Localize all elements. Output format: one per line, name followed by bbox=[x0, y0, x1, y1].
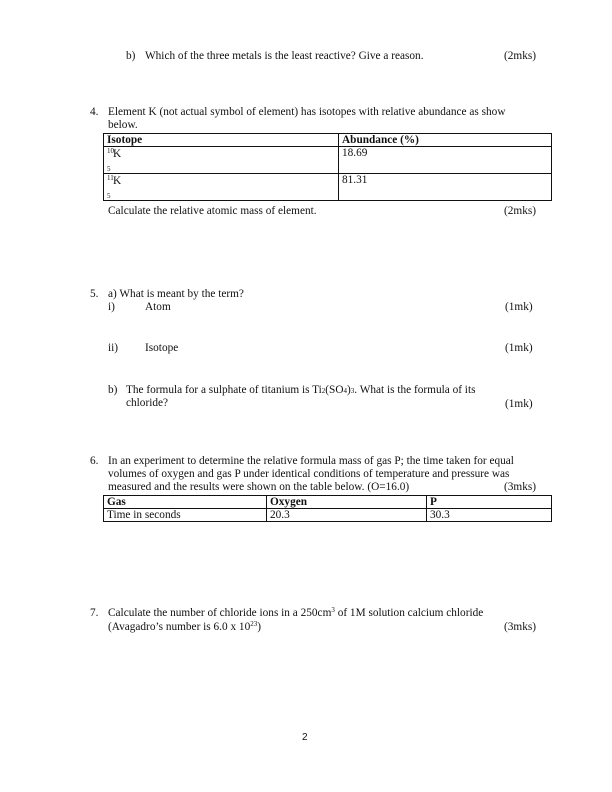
q5ai-label: i) bbox=[108, 301, 115, 313]
table-header-row bbox=[104, 134, 552, 147]
q5ai-marks: (1mk) bbox=[505, 301, 533, 313]
abundance-cell: 18.69 bbox=[339, 147, 552, 174]
table-row bbox=[104, 509, 552, 522]
header-oxygen: Oxygen bbox=[267, 496, 427, 509]
oxygen-time-cell: 20.3 bbox=[267, 509, 427, 522]
header-abundance: Abundance (%) bbox=[339, 134, 552, 147]
isotope-cell bbox=[104, 147, 339, 174]
q5aii-label: ii) bbox=[108, 342, 119, 354]
isotope-cell bbox=[104, 174, 339, 201]
page-number: 2 bbox=[302, 732, 308, 743]
q5aii-text: Isotope bbox=[145, 342, 179, 354]
q5b-line2: chloride? bbox=[126, 397, 169, 409]
q7-marks: (3mks) bbox=[504, 621, 537, 633]
mass-number: 10 bbox=[107, 147, 114, 155]
p-time-cell: 30.3 bbox=[427, 509, 552, 522]
q3b-label: b) bbox=[126, 50, 136, 62]
header-isotope: Isotope bbox=[104, 134, 339, 147]
q6-number: 6. bbox=[90, 455, 99, 467]
element-symbol: K bbox=[113, 148, 122, 160]
q6-line3: measured and the results were shown on the table below. (O=16.0) bbox=[108, 481, 410, 493]
table-header-row bbox=[104, 496, 552, 509]
header-gas: Gas bbox=[104, 496, 267, 509]
q6-marks: (3mks) bbox=[504, 481, 537, 493]
mass-number: 11 bbox=[107, 174, 114, 182]
q5ai-text: Atom bbox=[145, 301, 171, 313]
q7-line1: Calculate the number of chloride ions in a $250cm^3$ of 1M solution calcium chloride bbox=[108, 606, 484, 619]
table-row bbox=[104, 147, 552, 174]
atomic-number: 5 bbox=[107, 165, 111, 173]
q4-prompt: Calculate the relative atomic mass of element. bbox=[108, 205, 317, 217]
header-p: P bbox=[427, 496, 552, 509]
q4-number: 4. bbox=[90, 106, 99, 118]
q7-line2: (Avagadro’s number is 6.0 x $10^{23}$) bbox=[108, 620, 261, 633]
table-row bbox=[104, 174, 552, 201]
q5b-label: b) bbox=[108, 384, 118, 396]
q4-line2: below. bbox=[108, 119, 138, 131]
q6-line2: volumes of oxygen and gas P under identical conditions of temperature and pressure was bbox=[108, 468, 510, 480]
row-label-cell: Time in seconds bbox=[104, 509, 267, 522]
q7-number: 7. bbox=[90, 607, 99, 619]
q5aii-marks: (1mk) bbox=[505, 342, 533, 354]
q4-line1: Element K (not actual symbol of element) has isotopes with relative abundance as show bbox=[108, 106, 506, 118]
q6-line1: In an experiment to determine the relative formula mass of gas P; the time taken for equal bbox=[108, 455, 514, 467]
abundance-cell: 81.31 bbox=[339, 174, 552, 201]
gas-time-table bbox=[103, 495, 552, 522]
q5-number: 5. bbox=[90, 288, 99, 300]
q5a-text: a) What is meant by the term? bbox=[108, 288, 244, 300]
isotope-table bbox=[103, 133, 552, 201]
q5b-marks: (1mk) bbox=[505, 398, 533, 410]
q5b-line1: The formula for a sulphate of titanium is Ti2(SO4)3. What is the formula of its bbox=[126, 384, 476, 396]
q3b-text: Which of the three metals is the least reactive? Give a reason. bbox=[145, 50, 424, 62]
atomic-number: 5 bbox=[107, 192, 111, 200]
q4-marks: (2mks) bbox=[504, 205, 537, 217]
element-symbol: K bbox=[113, 175, 122, 187]
q3b-marks: (2mks) bbox=[504, 50, 537, 62]
